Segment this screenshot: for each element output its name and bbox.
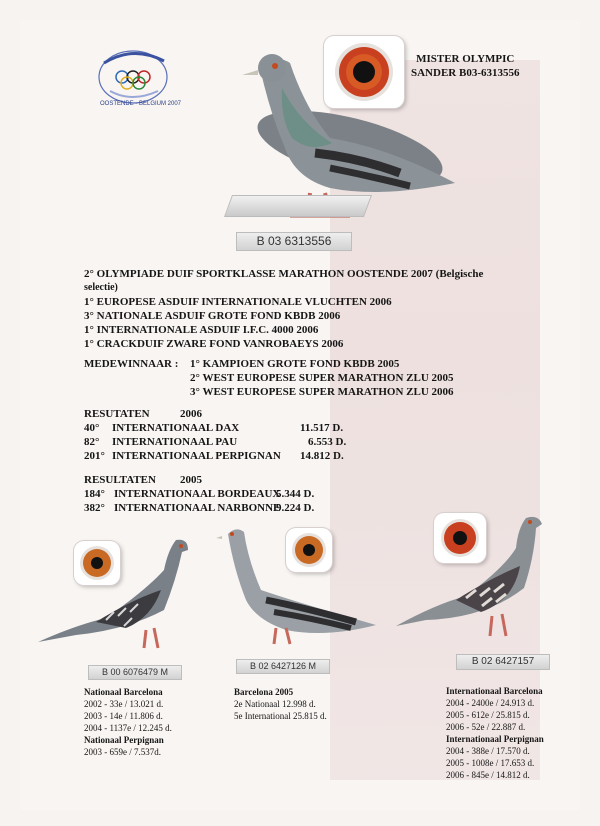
bird1-section-title: Nationaal Perpignan [84, 735, 164, 745]
achievement-line: 1° CRACKDUIF ZWARE FOND VANROBAEYS 2006 [84, 338, 344, 350]
result-race: INTERNATIONAAL PERPIGNAN [112, 450, 281, 462]
results-2006-year: 2006 [180, 408, 202, 420]
bird1-result: 2004 - 1137e / 12.245 d. [84, 723, 172, 733]
bird1-ring-label: B 00 6076479 M [88, 665, 182, 680]
bird1-result: 2003 - 14e / 11.806 d. [84, 711, 163, 721]
result-place: 40° [84, 422, 100, 434]
bird3-result: 2004 - 388e / 17.570 d. [446, 746, 530, 756]
achievement-line: 2° OLYMPIADE DUIF SPORTKLASSE MARATHON OOSTENDE 2007 (Belgische [84, 268, 484, 280]
bird1-pigeon-image [36, 530, 196, 660]
eye-icon [324, 36, 404, 108]
results-2005-year: 2005 [180, 474, 202, 486]
bird3-ring-label: B 02 6427157 [456, 654, 550, 670]
bird3-section-title: Internationaal Barcelona [446, 686, 543, 696]
results-2006-heading: RESUTATEN [84, 408, 150, 420]
achievement-line: selectie) [84, 282, 118, 293]
bird3-result: 2005 - 1008e / 17.653 d. [446, 758, 535, 768]
result-distance: 6.553 D. [308, 436, 347, 448]
bird-ring-title: SANDER B03-6313556 [411, 67, 520, 79]
bird1-section-title: Nationaal Barcelona [84, 687, 163, 697]
medewinnaar-label: MEDEWINNAAR : [84, 358, 179, 370]
bird1-result: 2003 - 659e / 7.537d. [84, 747, 161, 757]
main-ring-label: B 03 6313556 [236, 232, 352, 251]
medewinnaar-line: 2° WEST EUROPESE SUPER MARATHON ZLU 2005 [190, 372, 454, 384]
main-pedestal [224, 195, 372, 217]
result-race: INTERNATIONAAL DAX [112, 422, 240, 434]
bird3-result: 2004 - 2400e / 24.913 d. [446, 698, 535, 708]
achievement-line: 1° INTERNATIONALE ASDUIF I.F.C. 4000 2006 [84, 324, 319, 336]
result-distance: 5.344 D. [276, 488, 315, 500]
result-place: 201° [84, 450, 105, 462]
achievement-line: 1° EUROPESE ASDUIF INTERNATIONALE VLUCHTEN 2006 [84, 296, 392, 308]
logo-caption: OOSTENDE - BELGIUM 2007 [100, 101, 182, 107]
bird2-result: 2e Nationaal 12.998 d. [234, 699, 316, 709]
bird3-result: 2005 - 612e / 25.815 d. [446, 710, 530, 720]
bird2-section-title: Barcelona 2005 [234, 687, 294, 697]
result-race: INTERNATIONAAL NARBONNE [114, 502, 281, 514]
results-2005-heading: RESULTATEN [84, 474, 156, 486]
medewinnaar-line: 1° KAMPIOEN GROTE FOND KBDB 2005 [190, 358, 400, 370]
bird3-result: 2006 - 845e / 14.812 d. [446, 770, 530, 780]
main-eye-photo [324, 36, 404, 108]
result-place: 382° [84, 502, 105, 514]
achievement-line: 3° NATIONALE ASDUIF GROTE FOND KBDB 2006 [84, 310, 341, 322]
bird2-result: 5e International 25.815 d. [234, 711, 327, 721]
bird3-section-title: Internationaal Perpignan [446, 734, 544, 744]
bird2-ring-label: B 02 6427126 M [236, 659, 330, 674]
result-distance: 9.224 D. [276, 502, 315, 514]
bird3-result: 2006 - 52e / 22.887 d. [446, 722, 526, 732]
medewinnaar-line: 3° WEST EUROPESE SUPER MARATHON ZLU 2006 [190, 386, 454, 398]
result-distance: 11.517 D. [300, 422, 344, 434]
result-race: INTERNATIONAAL BORDEAUX [114, 488, 281, 500]
result-place: 82° [84, 436, 100, 448]
bird2-pigeon-image [216, 520, 381, 650]
bird-name: MISTER OLYMPIC [416, 53, 515, 65]
bird-title [411, 52, 519, 80]
result-race: INTERNATIONAAL PAU [112, 436, 238, 448]
result-place: 184° [84, 488, 105, 500]
result-distance: 14.812 D. [300, 450, 344, 462]
bird1-result: 2002 - 33e / 13.021 d. [84, 699, 164, 709]
bird3-pigeon-image [396, 508, 556, 648]
